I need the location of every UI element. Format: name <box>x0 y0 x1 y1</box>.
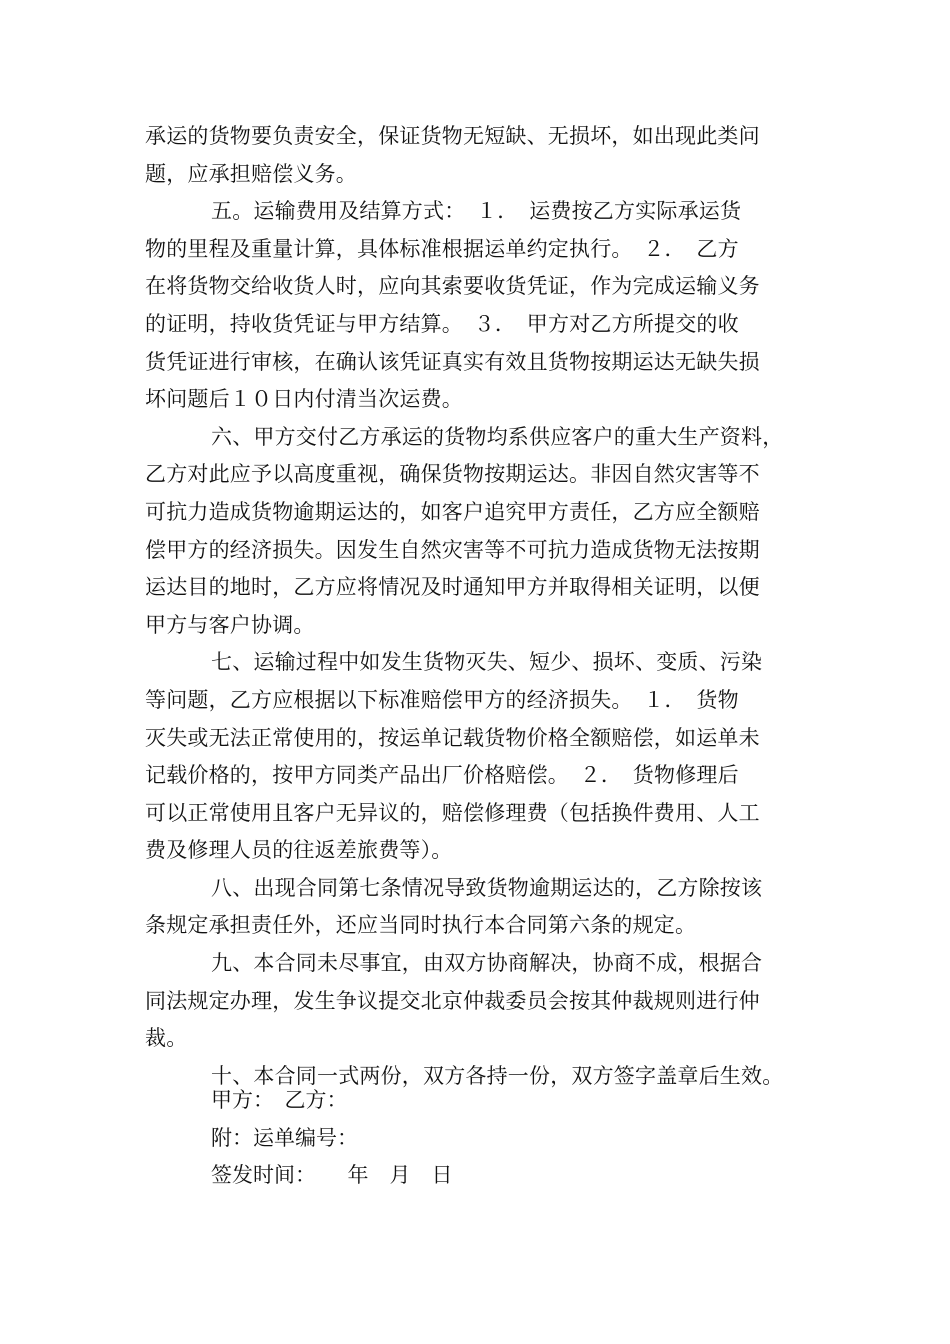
paragraph-article-7 <box>145 644 813 870</box>
text-line: 灭失或无法正常使用的，按运单记载货物价格全额赔偿，如运单未 <box>145 725 760 750</box>
text-line: 可抗力造成货物逾期运达的，如客户追究甲方责任，乙方应全额赔 <box>145 499 760 524</box>
waybill-number-line: 附：运单编号： <box>211 1125 358 1150</box>
text-line: 可以正常使用且客户无异议的，赔偿修理费（包括换件费用、人工 <box>145 800 760 825</box>
text-line: 货凭证进行审核，在确认该凭证真实有效且货物按期运达无缺失损 <box>145 349 760 374</box>
contract-body <box>145 118 813 1095</box>
text-line: 坏问题后１０日内付清当次运费。 <box>145 387 463 412</box>
text-line: 同法规定办理，发生争议提交北京仲裁委员会按其仲裁规则进行仲 <box>145 988 760 1013</box>
text-line: 物的里程及重量计算，具体标准根据运单约定执行。 ２． 乙方 <box>145 236 739 261</box>
text-line: 五。运输费用及结算方式： １． 运费按乙方实际承运货 <box>211 199 742 224</box>
text-line: 在将货物交给收货人时，应向其索要收货凭证，作为完成运输义务 <box>145 274 760 299</box>
text-line: 七、运输过程中如发生货物灭失、短少、损坏、变质、污染 <box>211 650 763 675</box>
text-line: 承运的货物要负责安全，保证货物无短缺、无损坏，如出现此类问 <box>145 124 760 148</box>
text-line: 六、甲方交付乙方承运的货物均系供应客户的重大生产资料， <box>211 424 784 449</box>
text-line: 乙方对此应予以高度重视，确保货物按期运达。非因自然灾害等不 <box>145 462 760 487</box>
paragraph-continuation <box>145 118 813 193</box>
text-line: 记载价格的，按甲方同类产品出厂价格赔偿。 ２． 货物修理后 <box>145 763 739 788</box>
text-line: 甲方与客户协调。 <box>145 612 315 637</box>
text-line: 题，应承担赔偿义务。 <box>145 161 357 186</box>
text-line: 等问题，乙方应根据以下标准赔偿甲方的经济损失。 １． 货物 <box>145 687 739 712</box>
text-line: 偿甲方的经济损失。因发生自然灾害等不可抗力造成货物无法按期 <box>145 537 760 562</box>
paragraph-article-9 <box>145 945 813 1058</box>
paragraph-article-5 <box>145 193 813 419</box>
text-line: 八、出现合同第七条情况导致货物逾期运达的，乙方除按该 <box>211 875 763 900</box>
parties-line: 甲方： 乙方： <box>211 1088 348 1112</box>
text-line: 裁。 <box>145 1026 188 1051</box>
text-line: 九、本合同未尽事宜，由双方协商解决，协商不成，根据合 <box>211 951 763 976</box>
signature-block <box>211 1082 771 1195</box>
text-line: 十、本合同一式两份，双方各持一份，双方签字盖章后生效。 <box>211 1063 784 1088</box>
text-line: 的证明，持收货凭证与甲方结算。 ３． 甲方对乙方所提交的收 <box>145 311 739 336</box>
text-line: 费及修理人员的往返差旅费等）。 <box>145 838 453 863</box>
text-line: 运达目的地时，乙方应将情况及时通知甲方并取得相关证明，以便 <box>145 575 760 600</box>
paragraph-article-6 <box>145 419 813 645</box>
paragraph-article-8 <box>145 870 813 945</box>
issue-date-line: 签发时间： 年 月 日 <box>211 1163 453 1188</box>
text-line: 条规定承担责任外，还应当同时执行本合同第六条的规定。 <box>145 913 697 938</box>
